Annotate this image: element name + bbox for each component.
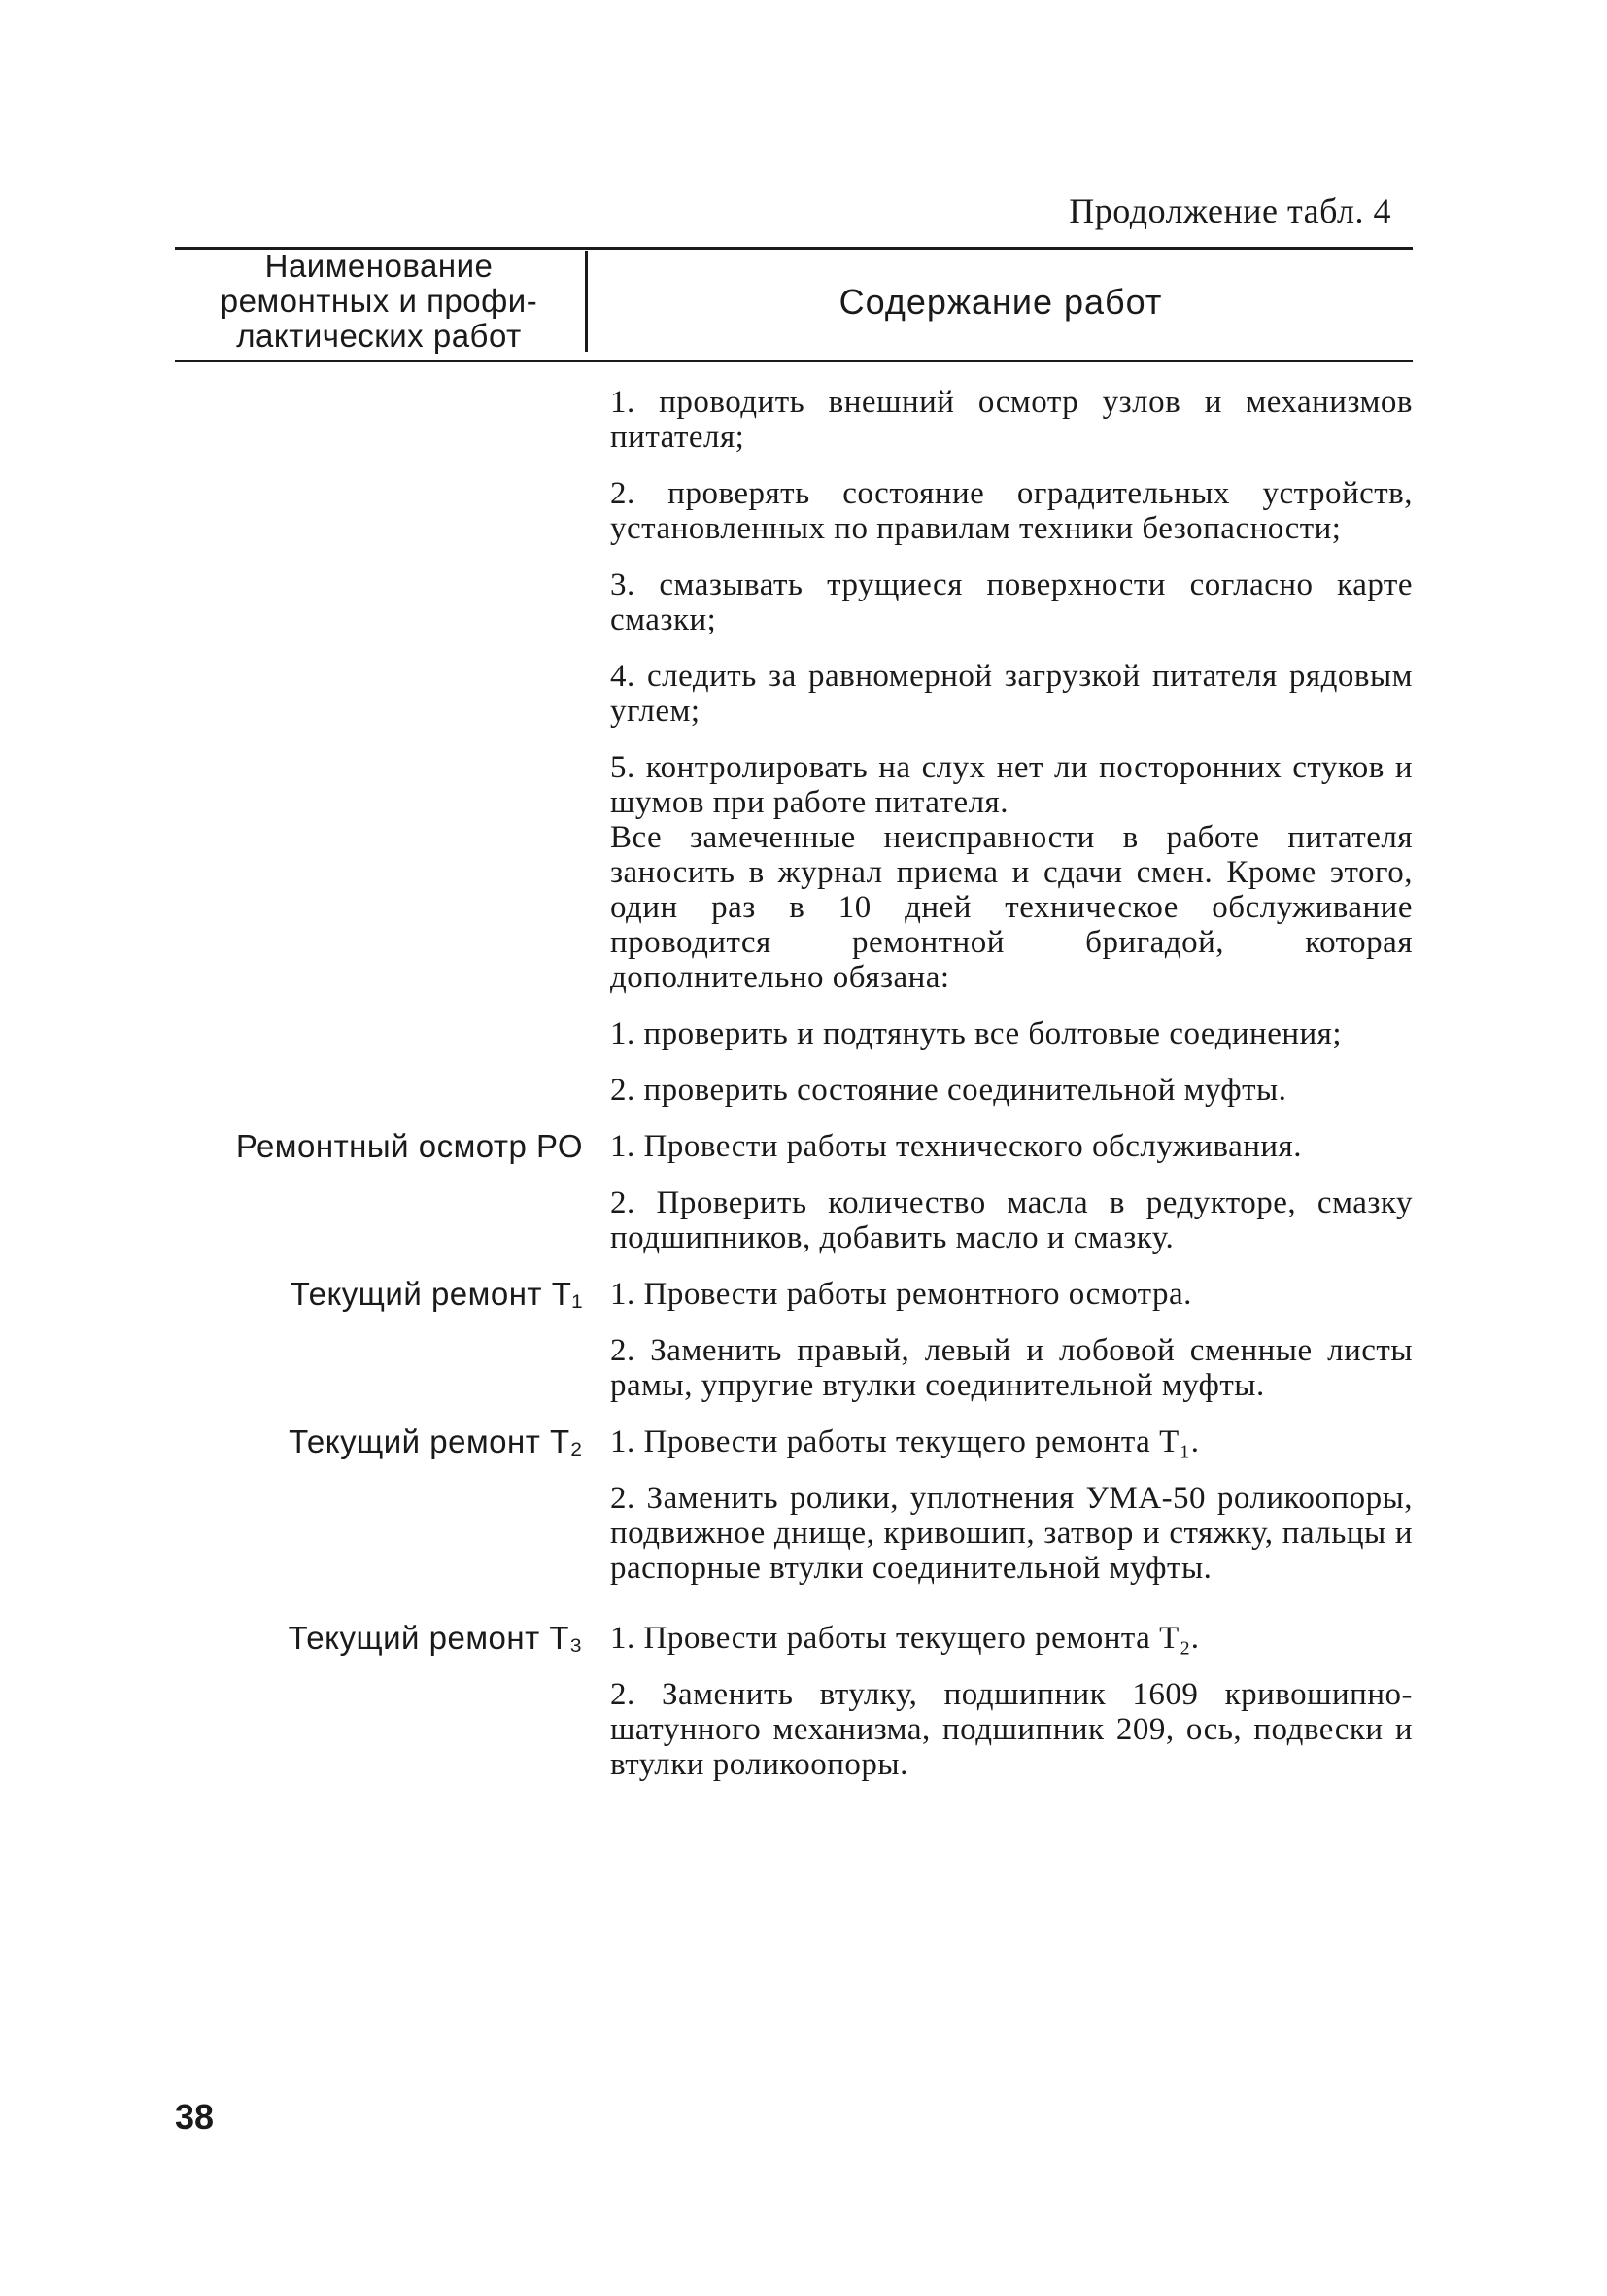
work-paragraph: 1. Провести работы текущего ремонта Т₁. <box>610 1424 1200 1459</box>
page-number: 38 <box>175 2097 215 2137</box>
work-paragraph: 3. смазывать трущиеся поверхности согласно карте смазки; <box>610 567 1413 637</box>
work-paragraph: 1. Провести работы текущего ремонта Т₂. <box>610 1621 1200 1656</box>
work-paragraph: 1. проверить и подтянуть все болтовые соединения; <box>610 1016 1343 1051</box>
work-content-cell <box>610 1277 1413 1403</box>
work-content-cell <box>610 1621 1413 1782</box>
work-content-cell <box>610 1129 1413 1255</box>
header-name-line: Наименование <box>264 248 494 284</box>
work-paragraph: 1. Провести работы ремонтного осмотра. <box>610 1277 1192 1312</box>
table-row <box>175 1621 1413 1782</box>
table-row <box>175 385 1413 1108</box>
work-paragraph: 1. Провести работы технического обслуживания. <box>610 1129 1302 1164</box>
work-paragraph: 2. Заменить втулку, подшипник 1609 кривошипно-шатунного механизма, подшипник 209, ось, подвески и втулки роликоопоры. <box>610 1677 1413 1782</box>
work-paragraph: 2. проверить состояние соединительной муфты. <box>610 1073 1287 1108</box>
work-paragraph: 2. Проверить количество масла в редукторе, смазку подшипников, добавить масло и смазку. <box>610 1185 1413 1255</box>
work-type-cell: Ремонтный осмотр РО <box>235 1128 583 1164</box>
work-paragraph: 2. Заменить правый, левый и лобовой сменные листы рамы, упругие втулки соединительной муфты. <box>610 1333 1413 1403</box>
work-paragraph: 2. Заменить ролики, уплотнения УМА-50 роликоопоры, подвижное днище, кривошип, затвор и стяжку, пальцы и распорные втулки соединительной муфты. <box>610 1481 1413 1586</box>
table-row <box>175 1129 1413 1255</box>
work-content-cell <box>610 1424 1413 1586</box>
work-paragraph: 2. проверять состояние оградительных устройств, установленных по правилам техники безопасности; <box>610 476 1413 546</box>
work-paragraph: 4. следить за равномерной загрузкой питателя рядовым углем; <box>610 659 1413 729</box>
work-type-cell <box>175 385 591 1108</box>
table-continuation-label: Продолжение табл. 4 <box>1069 191 1391 230</box>
work-content-cell <box>610 385 1413 1108</box>
work-type-cell: Текущий ремонт Т₃ <box>288 1620 583 1656</box>
header-column-divider <box>585 251 588 352</box>
table-row <box>175 1424 1413 1586</box>
header-name-line: ремонтных и профи- <box>220 283 538 319</box>
work-paragraph: 5. контролировать на слух нет ли посторонних стуков и шумов при работе питателя. <box>610 750 1413 820</box>
table-body <box>175 385 1413 1782</box>
header-bottom-rule <box>175 360 1413 362</box>
work-paragraph: 1. проводить внешний осмотр узлов и механизмов питателя; <box>610 385 1413 455</box>
work-type-cell: Текущий ремонт Т₁ <box>290 1276 583 1312</box>
work-paragraph: Все замеченные неисправности в работе питателя заносить в журнал приема и сдачи смен. Кроме этого, один раз в 10 дней техническое обслуживание проводится ремонтной бригадой, которая дополнительно обязана: <box>610 820 1413 995</box>
header-name-line: лактических работ <box>236 318 522 354</box>
work-type-cell: Текущий ремонт Т₂ <box>289 1423 583 1459</box>
table-row <box>175 1277 1413 1403</box>
header-name-column <box>175 249 583 354</box>
header-content-column: Содержание работ <box>838 282 1163 322</box>
